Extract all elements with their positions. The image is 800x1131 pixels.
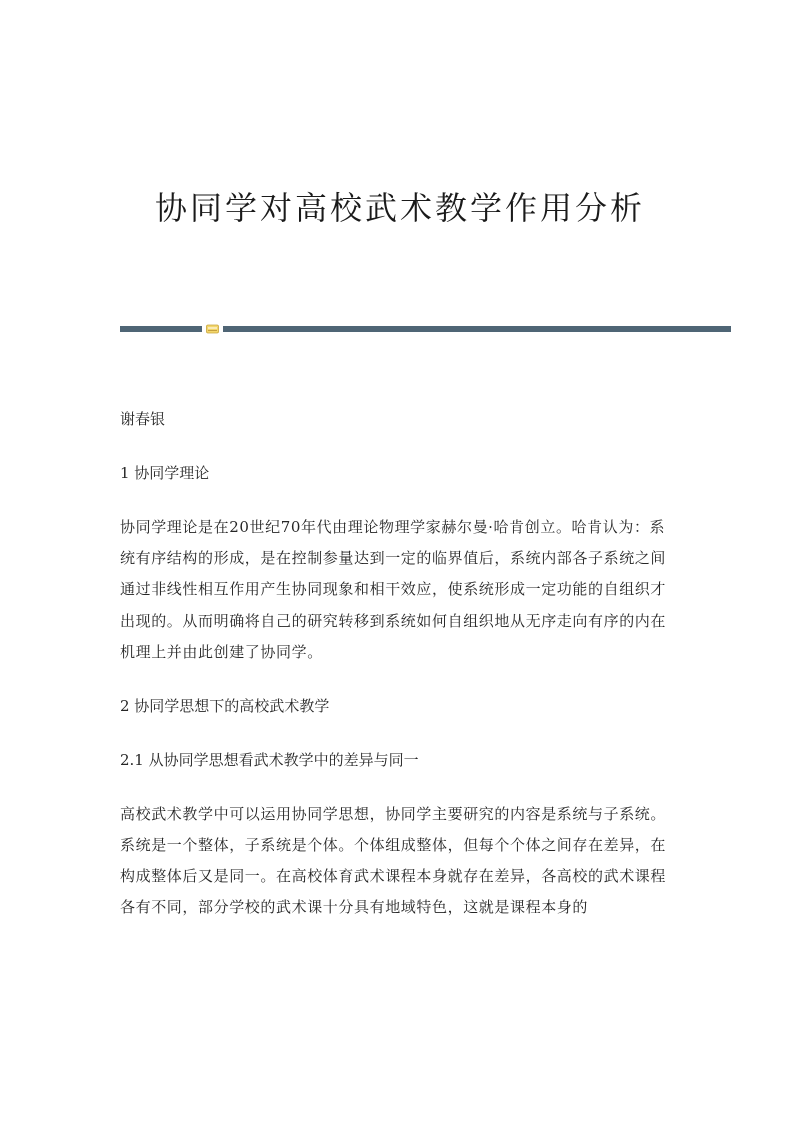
paragraph: 协同学理论是在20世纪70年代由理论物理学家赫尔曼·哈肯创立。哈肯认为：系统有序结构的形成，是在控制参量达到一定的临界值后，系统内部各子系统之间通过非线性相互作用产生协同现象和相干效应，使系统形成一定功能的自组织才出现的。从而明确将自己的研究转移到系统如何自组织地从无序走向有序的内在机理上并由此创建了协同学。 — [120, 518, 667, 661]
title-divider — [120, 325, 731, 333]
document-body — [120, 404, 680, 946]
divider-bar-right — [223, 326, 731, 332]
page-title: 协同学对高校武术教学作用分析 — [154, 189, 645, 227]
paragraph: 高校武术教学中可以运用协同学思想，协同学主要研究的内容是系统与子系统。系统是一个整体，子系统是个体。个体组成整体，但每个个体之间存在差异，在构成整体后又是同一。在高校体育武术课程本身就存在差异，各高校的武术课程各有不同，部分学校的武术课十分具有地域特色，这就是课程本身的 — [120, 804, 667, 917]
divider-bar-left — [120, 326, 202, 332]
subsection-heading: 2.1 从协同学思想看武术教学中的差异与同一 — [120, 750, 419, 769]
pencil-ornament-icon — [206, 324, 219, 334]
author-name: 谢春银 — [120, 410, 166, 428]
section-heading: 2 协同学思想下的高校武术教学 — [120, 696, 330, 715]
section-heading: 1 协同学理论 — [120, 464, 210, 482]
